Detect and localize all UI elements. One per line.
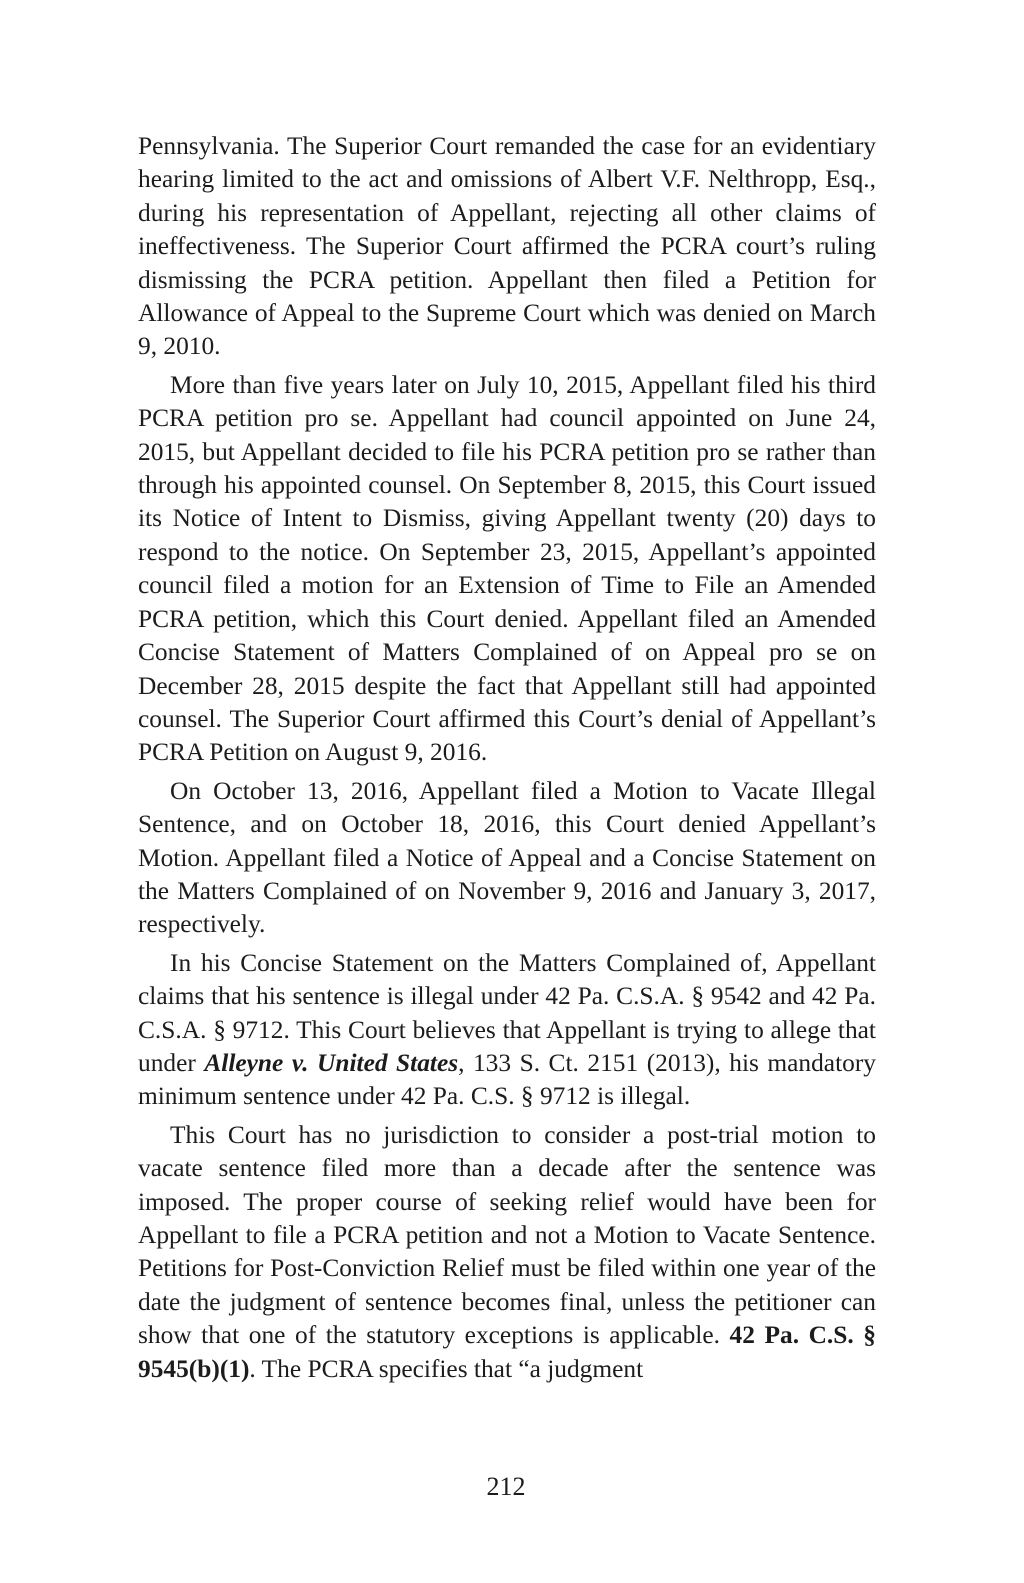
paragraph-1-text: Pennsylvania. The Superior Court remanded the case for an evidentiary hearing limited to the act and omissions of Albert V.F. Nelthropp, Esq., during his representation of Appellant, rejecting all other claims of ineffectiveness. The Superior Court affirmed the PCRA court’s ruling dismissing the PCRA petition. Appellant then filed a Petition for Allowance of Appeal to the Supreme Court which was denied on March 9, 2010.	[138, 132, 876, 361]
page-number: 212	[486, 1472, 526, 1501]
case-citation-alleyne: Alleyne v. United States	[204, 1048, 459, 1077]
paragraph-4-text-before: In his Concise Statement on the Matters Complained of, Appellant claims that his sentence is illegal under 42 Pa. C.S.A. § 9542 and 42 Pa. C.S.A. § 9712. This Court believes that Appellant is trying to allege that under	[138, 948, 876, 1077]
paragraph-4-text-after: , 133 S. Ct. 2151 (2013), his mandatory minimum sentence under 42 Pa. C.S. § 9712 is illegal.	[138, 1048, 876, 1111]
paragraph-5	[138, 1119, 876, 1386]
paragraph-3-text: On October 13, 2016, Appellant filed a Motion to Vacate Illegal Sentence, and on October 18, 2016, this Court denied Appellant’s Motion. Appellant filed a Notice of Appeal and a Concise Statement on the Matters Complained of on November 9, 2016 and January 3, 2017, respectively.	[138, 776, 876, 939]
paragraph-1	[138, 130, 876, 364]
paragraph-2-text: More than five years later on July 10, 2015, Appellant filed his third PCRA petition pro se. Appellant had council appointed on June 24, 2015, but Appellant decided to file his PCRA petition pro se rather than through his appointed counsel. On September 8, 2015, this Court issued its Notice of Intent to Dismiss, giving Appellant twenty (20) days to respond to the notice. On September 23, 2015, Appellant’s appointed council filed a motion for an Extension of Time to File an Amended PCRA petition, which this Court denied. Appellant filed an Amended Concise Statement of Matters Complained of on Appeal pro se on December 28, 2015 despite the fact that Appellant still had appointed counsel. The Superior Court affirmed this Court’s denial of Appellant’s PCRA Petition on August 9, 2016.	[138, 370, 876, 767]
body-text	[138, 130, 876, 1391]
paragraph-4	[138, 947, 876, 1114]
statute-citation: 42 Pa. C.S. § 9545(b)(1)	[138, 1321, 876, 1383]
paragraph-5-text-before: This Court has no jurisdiction to consider a post-trial motion to vacate sentence filed more than a decade after the sentence was imposed. The proper course of seeking relief would have been for Appellant to file a PCRA petition and not a Motion to Vacate Sentence. Petitions for Post-Conviction Relief must be filed within one year of the date the judgment of sentence becomes final, unless the petitioner can show that one of the statutory exceptions is applicable.	[138, 1120, 876, 1350]
paragraph-3	[138, 775, 876, 942]
paragraph-5-text-after: . The PCRA specifies that “a judgment	[249, 1354, 644, 1383]
paragraph-2	[138, 369, 876, 770]
